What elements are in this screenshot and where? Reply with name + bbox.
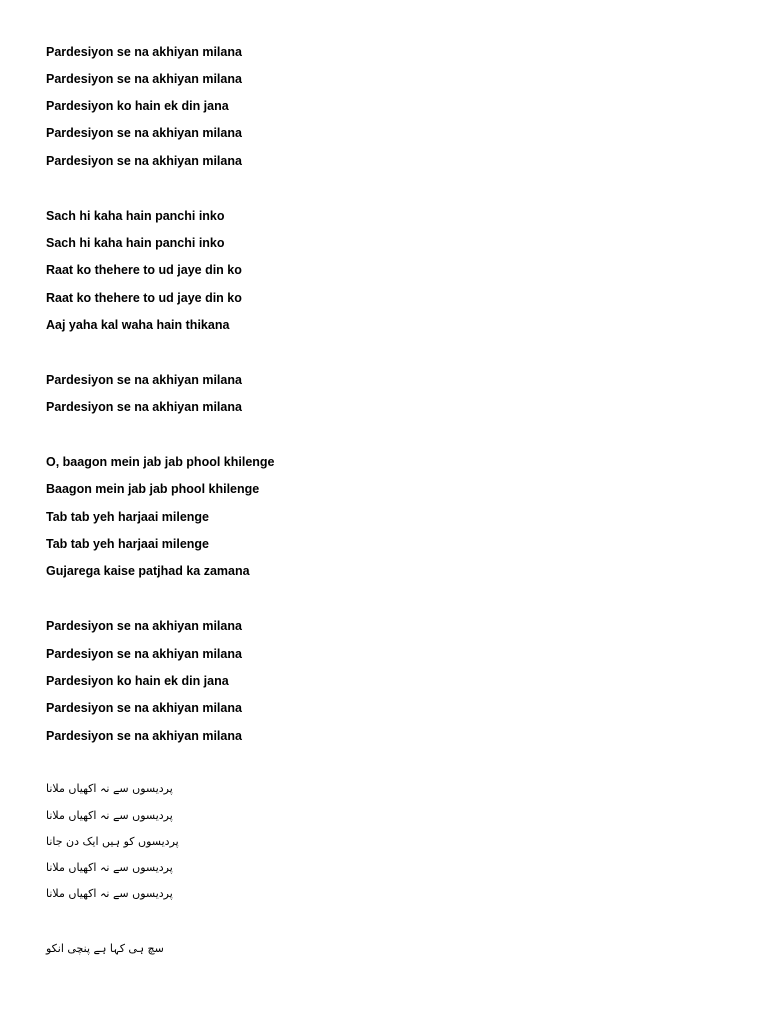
lyric-line: Pardesiyon se na akhiyan milana [46, 701, 242, 715]
urdu-lyric-line: پردیسوں سے نہ اکھیاں ملانا [46, 861, 173, 874]
lyric-line: Pardesiyon se na akhiyan milana [46, 373, 242, 387]
lyric-line: Baagon mein jab jab phool khilenge [46, 482, 260, 496]
urdu-lyric-line: پردیسوں سے نہ اکھیاں ملانا [46, 782, 173, 795]
lyric-line: Sach hi kaha hain panchi inko [46, 209, 225, 223]
lyric-line: Pardesiyon ko hain ek din jana [46, 99, 229, 113]
lyric-line: Pardesiyon ko hain ek din jana [46, 674, 229, 688]
lyric-line: Sach hi kaha hain panchi inko [46, 236, 225, 250]
lyric-line: Pardesiyon se na akhiyan milana [46, 45, 242, 59]
urdu-lyric-line: سچ ہی کہا ہے پنچی انکو [46, 942, 164, 955]
lyric-line: Pardesiyon se na akhiyan milana [46, 154, 242, 168]
lyric-line: Pardesiyon se na akhiyan milana [46, 619, 242, 633]
lyric-line: Pardesiyon se na akhiyan milana [46, 126, 242, 140]
lyric-line: Raat ko thehere to ud jaye din ko [46, 263, 242, 277]
lyric-line: Tab tab yeh harjaai milenge [46, 537, 210, 551]
lyric-line: Pardesiyon se na akhiyan milana [46, 400, 242, 414]
lyric-line: Pardesiyon se na akhiyan milana [46, 72, 242, 86]
urdu-lyric-line: پردیسوں سے نہ اکھیاں ملانا [46, 809, 173, 822]
lyric-line: Pardesiyon se na akhiyan milana [46, 729, 242, 743]
lyric-line: Aaj yaha kal waha hain thikana [46, 318, 230, 332]
lyric-line: Gujarega kaise patjhad ka zamana [46, 564, 250, 578]
urdu-lyric-line: پردیسوں سے نہ اکھیاں ملانا [46, 887, 173, 900]
urdu-lyric-line: پردیسوں کو ہیں ایک دن جانا [46, 835, 179, 848]
lyric-line: Raat ko thehere to ud jaye din ko [46, 291, 242, 305]
lyric-line: Pardesiyon se na akhiyan milana [46, 647, 242, 661]
lyric-line: Tab tab yeh harjaai milenge [46, 510, 210, 524]
lyric-line: O, baagon mein jab jab phool khilenge [46, 455, 275, 469]
